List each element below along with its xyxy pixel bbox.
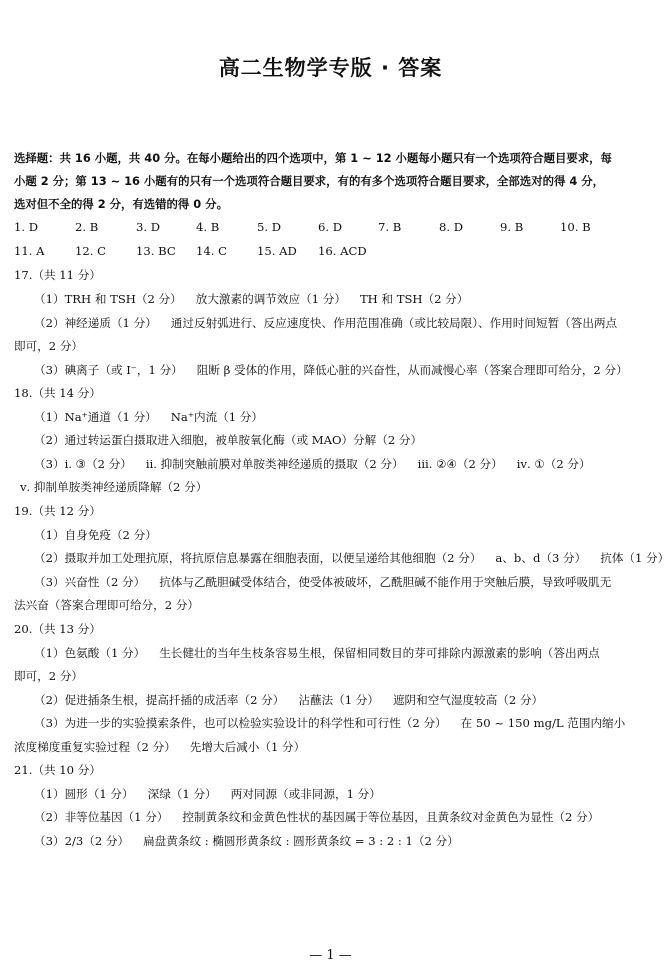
- answer-9: 9. B: [500, 220, 524, 234]
- q17-heading: 17.（共 11 分）: [14, 268, 101, 282]
- q21-line-3: （3）2/3（2 分） 扁盘黄条纹 : 椭圆形黄条纹 : 圆形黄条纹 = 3 : 2 : 1（2 分）: [34, 834, 459, 848]
- answer-6: 6. D: [318, 220, 343, 234]
- q18-line-3: （3）ⅰ. ③（2 分） ⅱ. 抑制突触前膜对单胺类神经递质的摄取（2 分） ⅲ. ②④（2 分） ⅳ. ①（2 分）: [34, 457, 591, 471]
- q17-line-1: （1）TRH 和 TSH（2 分） 放大激素的调节效应（1 分） TH 和 TSH（2 分）: [34, 292, 469, 306]
- answer-10: 10. B: [560, 220, 591, 234]
- q18-line-4: ⅴ. 抑制单胺类神经递质降解（2 分）: [20, 480, 208, 494]
- page-number: — 1 —: [309, 948, 352, 963]
- q21-line-2: （2）非等位基因（1 分） 控制黄条纹和金黄色性状的基因属于等位基因，且黄条纹对金黄色为显性（2 分）: [34, 810, 600, 824]
- answer-13: 13. BC: [136, 244, 176, 258]
- answer-12: 12. C: [75, 244, 106, 258]
- q20-line-3: （2）促进插条生根，提高扦插的成活率（2 分） 沾蘸法（1 分） 遮阴和空气湿度较高（2 分）: [34, 693, 544, 707]
- q20-heading: 20.（共 13 分）: [14, 622, 101, 636]
- q20-line-1: （1）色氨酸（1 分） 生长健壮的当年生枝条容易生根，保留相同数目的芽可排除内源激素的影响（答出两点: [34, 646, 600, 660]
- answer-15: 15. AD: [257, 244, 297, 258]
- q19-line-2: （2）摄取并加工处理抗原，将抗原信息暴露在细胞表面，以便呈递给其他细胞（2 分） a、b、d（3 分） 抗体（1 分）: [34, 551, 669, 565]
- page-title: 高二生物学专版 · 答案: [218, 56, 443, 80]
- q18-line-1: （1）Na⁺通道（1 分） Na⁺内流（1 分）: [34, 410, 263, 424]
- intro-line-3: 选对但不全的得 2 分，有选错的得 0 分。: [14, 197, 228, 211]
- answer-16: 16. ACD: [318, 244, 367, 258]
- q17-line-3: 即可，2 分）: [14, 339, 84, 353]
- q17-line-2: （2）神经递质（1 分） 通过反射弧进行、反应速度快、作用范围准确（或比较局限）、作用时间短暂（答出两点: [34, 316, 618, 330]
- q20-line-5: 浓度梯度重复实验过程（2 分） 先增大后减小（1 分）: [14, 740, 306, 754]
- q20-line-2: 即可，2 分）: [14, 669, 84, 683]
- answer-14: 14. C: [196, 244, 227, 258]
- answer-7: 7. B: [378, 220, 402, 234]
- q19-line-3: （3）兴奋性（2 分） 抗体与乙酰胆碱受体结合，使受体被破坏，乙酰胆碱不能作用于突触后膜，导致呼吸肌无: [34, 575, 612, 589]
- q17-line-4: （3）碘离子（或 I⁻，1 分） 阻断 β 受体的作用，降低心脏的兴奋性，从而减慢心率（答案合理即可给分，2 分）: [34, 363, 628, 377]
- answer-11: 11. A: [14, 244, 45, 258]
- q21-heading: 21.（共 10 分）: [14, 763, 101, 777]
- answer-8: 8. D: [439, 220, 464, 234]
- answer-2: 2. B: [75, 220, 99, 234]
- intro-line-1: 选择题：共 16 小题，共 40 分。在每小题给出的四个选项中，第 1 ~ 12 小题每小题只有一个选项符合题目要求，每: [14, 151, 612, 165]
- q21-line-1: （1）圆形（1 分） 深绿（1 分） 两对同源（或非同源，1 分）: [34, 787, 381, 801]
- q18-heading: 18.（共 14 分）: [14, 386, 101, 400]
- answer-4: 4. B: [196, 220, 220, 234]
- answer-3: 3. D: [136, 220, 161, 234]
- intro-line-2: 小题 2 分；第 13 ~ 16 小题有的只有一个选项符合题目要求，有的有多个选项符合题目要求，全部选对的得 4 分，: [14, 174, 605, 188]
- answer-1: 1. D: [14, 220, 39, 234]
- q20-line-4: （3）为进一步的实验摸索条件，也可以检验实验设计的科学性和可行性（2 分） 在 50 ~ 150 mg/L 范围内缩小: [34, 716, 626, 730]
- answer-5: 5. D: [257, 220, 282, 234]
- q19-heading: 19.（共 12 分）: [14, 504, 101, 518]
- q19-line-1: （1）自身免疫（2 分）: [34, 528, 157, 542]
- q19-line-4: 法兴奋（答案合理即可给分，2 分）: [14, 598, 199, 612]
- q18-line-2: （2）通过转运蛋白摄取进入细胞，被单胺氧化酶（或 MAO）分解（2 分）: [34, 433, 423, 447]
